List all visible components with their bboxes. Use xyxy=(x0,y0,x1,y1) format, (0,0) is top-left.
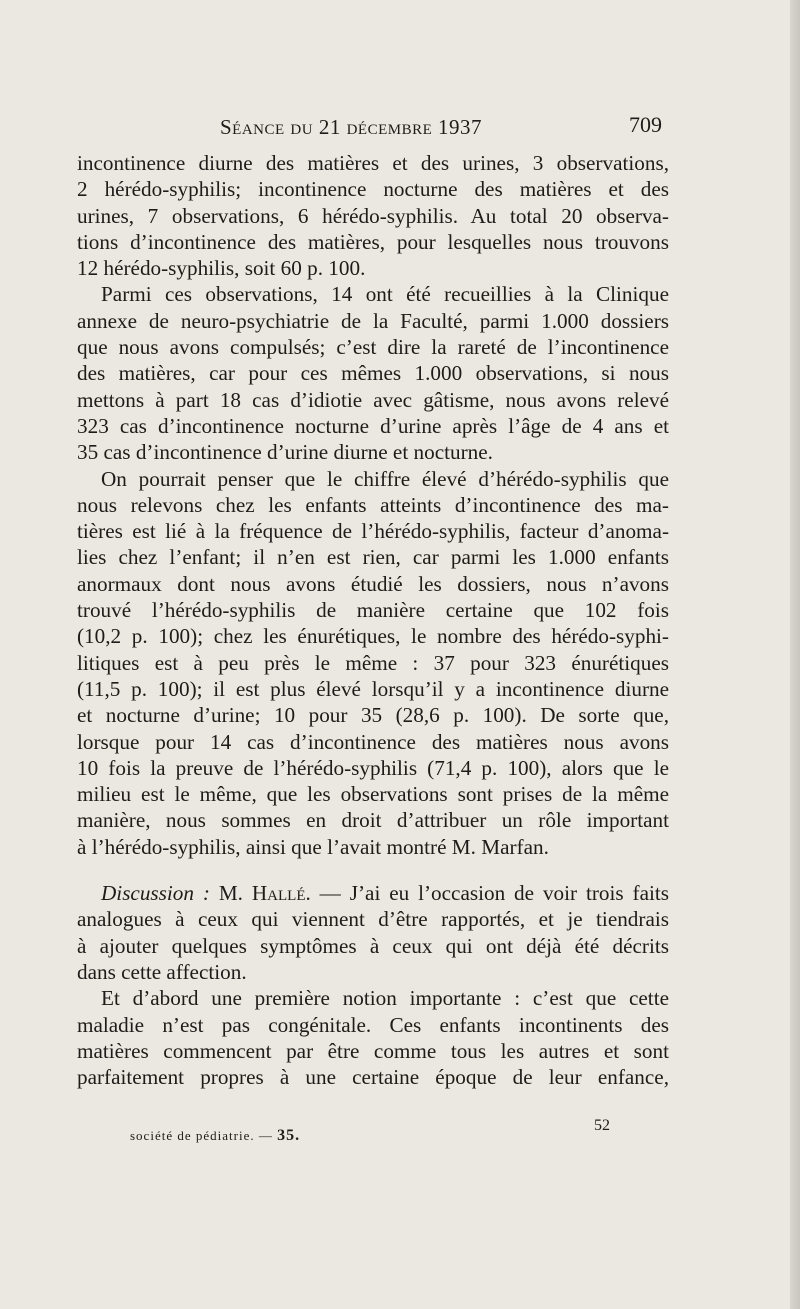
page-spine-shadow xyxy=(790,0,800,1309)
paragraph-1 xyxy=(77,150,669,281)
text-line: à l’hérédo-syphilis, ainsi que l’avait montré M. Marfan. xyxy=(77,834,549,859)
text-line: incontinence diurne des matières et des urines, 3 observations, xyxy=(77,151,669,175)
speaker-name: Hallé. xyxy=(251,881,311,906)
footer-society-name: société de pédiatrie. — xyxy=(130,1128,273,1143)
discussion-first-line xyxy=(77,880,669,906)
text-line: annexe de neuro-psychiatrie de la Faculté, parmi 1.000 dossiers xyxy=(77,308,669,333)
text-line: à ajouter quelques symptômes à ceux qui ont déjà été décrits xyxy=(77,933,669,958)
text-line: (11,5 p. 100); il est plus élevé lorsqu’il y a incontinence diurne xyxy=(77,676,669,701)
text-line: parfaitement propres à une certaine époque de leur enfance, xyxy=(77,1065,669,1090)
text-line: trouvé l’hérédo-syphilis de manière certaine que 102 fois xyxy=(77,598,669,623)
section-gap xyxy=(77,860,669,880)
text-line: tions d’incontinence des matières, pour lesquelles nous trouvons xyxy=(77,229,669,254)
text-line: On pourrait penser que le chiffre élevé d’hérédo-syphilis que xyxy=(101,466,669,491)
text-line: urines, 7 observations, 6 hérédo-syphilis. Au total 20 observa- xyxy=(77,203,669,228)
text-line: 10 fois la preuve de l’hérédo-syphilis (71,4 p. 100), alors que le xyxy=(77,755,669,780)
text-line: 323 cas d’incontinence nocturne d’urine après l’âge de 4 ans et xyxy=(77,413,669,438)
text-line: milieu est le même, que les observations sont prises de la même xyxy=(77,782,669,807)
text-line: lies chez l’enfant; il n’en est rien, car parmi les 1.000 enfants xyxy=(77,545,669,570)
footer-society xyxy=(130,1127,300,1145)
text-line: 2 hérédo-syphilis; incontinence nocturne des matières et des xyxy=(77,177,669,202)
discussion-first-line-text: — J’ai eu l’occasion de voir trois faits xyxy=(319,881,669,906)
text-line: litiques est à peu près le même : 37 pour 323 énurétiques xyxy=(77,650,669,675)
discussion-label: Discussion : xyxy=(101,881,210,906)
text-line: matières commencent par être comme tous les autres et sont xyxy=(77,1038,669,1063)
running-head: Séance du 21 décembre 1937 xyxy=(220,115,483,139)
speaker-prefix: M. xyxy=(218,881,243,906)
page-footer xyxy=(130,1117,610,1147)
text-line: dans cette affection. xyxy=(77,959,247,984)
paragraph-5 xyxy=(77,985,669,1090)
text-line: anormaux dont nous avons étudié les dossiers, nous n’avons xyxy=(77,571,669,596)
text-line: 12 hérédo-syphilis, soit 60 p. 100. xyxy=(77,256,366,281)
text-line: analogues à ceux qui viennent d’être rapportés, et je tiendrais xyxy=(77,907,669,932)
text-line: Et d’abord une première notion importante : c’est que cette xyxy=(101,986,669,1011)
paragraph-2 xyxy=(77,281,669,465)
text-line: mettons à part 18 cas d’idiotie avec gâtisme, nous avons relevé xyxy=(77,387,669,412)
paragraph-3 xyxy=(77,466,669,860)
page-header xyxy=(80,112,662,142)
text-line: et nocturne d’urine; 10 pour 35 (28,6 p. 100). De sorte que, xyxy=(77,703,669,728)
text-line: Parmi ces observations, 14 ont été recueillies à la Clinique xyxy=(101,282,669,307)
text-line: lorsque pour 14 cas d’incontinence des matières nous avons xyxy=(77,729,669,754)
text-line: que nous avons compulsés; c’est dire la rareté de l’incontinence xyxy=(77,335,669,360)
body-text xyxy=(77,150,669,1090)
page-number: 709 xyxy=(629,112,662,137)
text-line: nous relevons chez les enfants atteints d’incontinence des ma- xyxy=(77,492,669,517)
footer-volume: 35. xyxy=(277,1127,301,1144)
text-line: des matières, car pour ces mêmes 1.000 observations, si nous xyxy=(77,361,669,386)
text-line: (10,2 p. 100); chez les énurétiques, le nombre des hérédo-syphi- xyxy=(77,624,669,649)
text-line: manière, nous sommes en droit d’attribuer un rôle important xyxy=(77,808,669,833)
signature-mark: 52 xyxy=(594,1117,610,1134)
text-line: 35 cas d’incontinence d’urine diurne et nocturne. xyxy=(77,440,493,465)
discussion-paragraph xyxy=(77,880,669,985)
text-line: tières est lié à la fréquence de l’hérédo-syphilis, facteur d’anoma- xyxy=(77,519,669,544)
text-line: maladie n’est pas congénitale. Ces enfants incontinents des xyxy=(77,1012,669,1037)
